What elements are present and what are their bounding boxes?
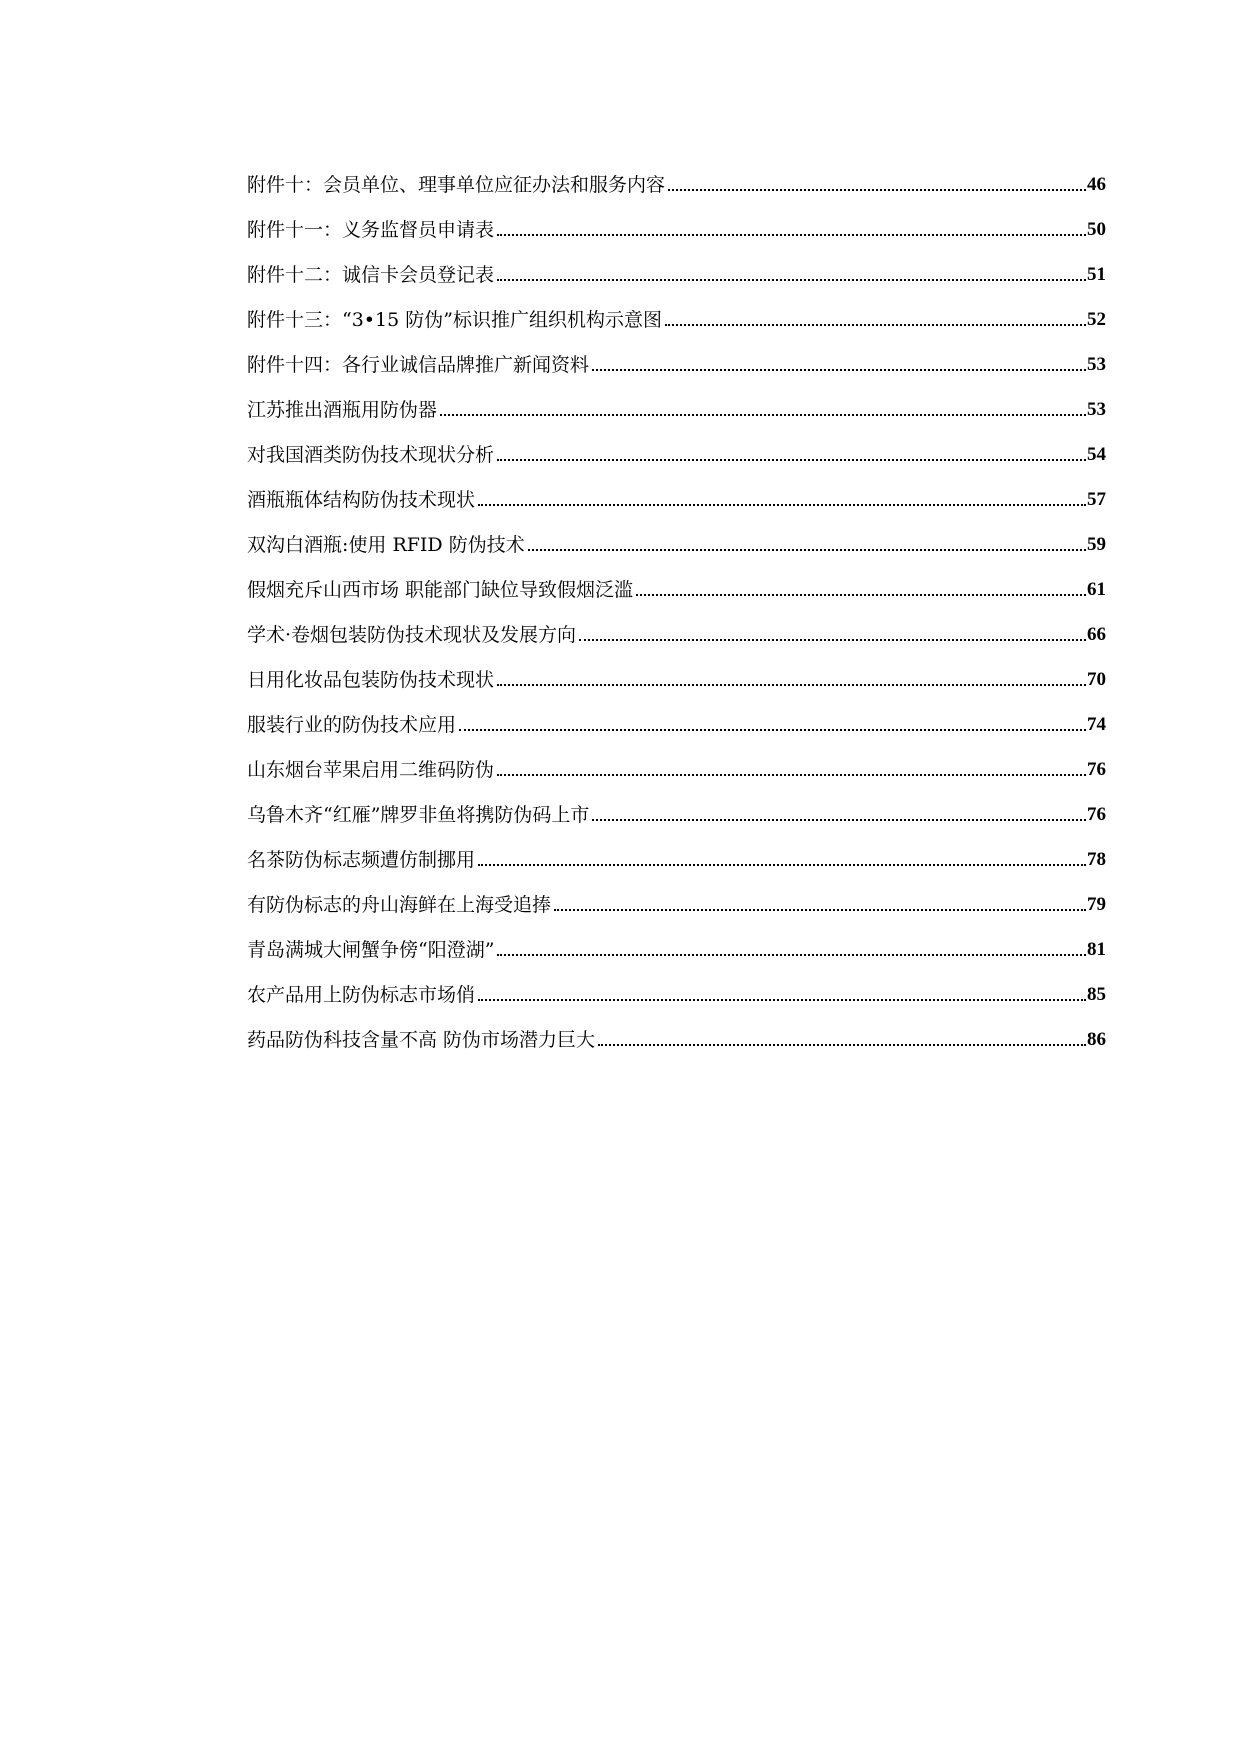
toc-entry-title: 对我国酒类防伪技术现状分析 bbox=[247, 444, 495, 466]
table-of-contents bbox=[247, 152, 1106, 1052]
toc-dot-leader bbox=[478, 999, 1086, 1001]
toc-entry-title: 青岛满城大闸蟹争傍“阳澄湖” bbox=[247, 939, 495, 961]
toc-entry-page-number: 59 bbox=[1087, 534, 1106, 555]
toc-entry[interactable] bbox=[247, 422, 1106, 467]
toc-entry[interactable] bbox=[247, 152, 1106, 197]
toc-entry-page-number: 53 bbox=[1087, 354, 1106, 375]
toc-entry-title: 有防伪标志的舟山海鲜在上海受追捧 bbox=[247, 894, 552, 916]
toc-entry-title: 附件十三：“3•15 防伪”标识推广组织机构示意图 bbox=[247, 309, 662, 331]
toc-entry-page-number: 66 bbox=[1087, 624, 1106, 645]
toc-entry[interactable] bbox=[247, 872, 1106, 917]
toc-entry-title: 附件十一：义务监督员申请表 bbox=[247, 219, 495, 241]
toc-entry-page-number: 50 bbox=[1087, 219, 1106, 240]
toc-entry-title: 药品防伪科技含量不高 防伪市场潜力巨大 bbox=[247, 1029, 596, 1051]
toc-entry-title: 日用化妆品包装防伪技术现状 bbox=[247, 669, 495, 691]
toc-entry-title: 服装行业的防伪技术应用 bbox=[247, 714, 457, 736]
toc-dot-leader bbox=[554, 909, 1086, 911]
toc-entry-page-number: 76 bbox=[1087, 804, 1106, 825]
toc-entry-page-number: 46 bbox=[1087, 174, 1106, 195]
toc-entry-page-number: 79 bbox=[1087, 894, 1106, 915]
toc-entry[interactable] bbox=[247, 962, 1106, 1007]
toc-entry[interactable] bbox=[247, 692, 1106, 737]
toc-entry[interactable] bbox=[247, 197, 1106, 242]
toc-dot-leader bbox=[497, 684, 1086, 686]
toc-entry-page-number: 85 bbox=[1087, 984, 1106, 1005]
toc-entry-title: 江苏推出酒瓶用防伪器 bbox=[247, 399, 438, 421]
toc-entry-page-number: 52 bbox=[1087, 309, 1106, 330]
toc-dot-leader bbox=[592, 819, 1086, 821]
toc-entry-title: 假烟充斥山西市场 职能部门缺位导致假烟泛滥 bbox=[247, 579, 634, 601]
toc-entry-title: 名茶防伪标志频遭仿制挪用 bbox=[247, 849, 476, 871]
toc-entry-title: 山东烟台苹果启用二维码防伪 bbox=[247, 759, 495, 781]
toc-entry-page-number: 51 bbox=[1087, 264, 1106, 285]
toc-entry[interactable] bbox=[247, 602, 1106, 647]
toc-dot-leader bbox=[497, 234, 1086, 236]
toc-entry-page-number: 53 bbox=[1087, 399, 1106, 420]
toc-entry[interactable] bbox=[247, 917, 1106, 962]
toc-entry-page-number: 78 bbox=[1087, 849, 1106, 870]
toc-entry[interactable] bbox=[247, 1007, 1106, 1052]
toc-entry[interactable] bbox=[247, 827, 1106, 872]
toc-entry-page-number: 74 bbox=[1087, 714, 1106, 735]
toc-entry-page-number: 57 bbox=[1087, 489, 1106, 510]
toc-dot-leader bbox=[665, 324, 1086, 326]
toc-entry[interactable] bbox=[247, 647, 1106, 692]
toc-dot-leader bbox=[478, 864, 1086, 866]
toc-entry[interactable] bbox=[247, 287, 1106, 332]
toc-dot-leader bbox=[478, 504, 1086, 506]
toc-dot-leader bbox=[497, 774, 1086, 776]
toc-entry-title: 酒瓶瓶体结构防伪技术现状 bbox=[247, 489, 476, 511]
toc-dot-leader bbox=[459, 729, 1086, 731]
toc-entry-page-number: 86 bbox=[1087, 1029, 1106, 1050]
toc-entry-page-number: 76 bbox=[1087, 759, 1106, 780]
toc-dot-leader bbox=[497, 279, 1086, 281]
toc-dot-leader bbox=[636, 594, 1086, 596]
toc-entry-title: 附件十二：诚信卡会员登记表 bbox=[247, 264, 495, 286]
toc-entry[interactable] bbox=[247, 512, 1106, 557]
toc-entry-title: 乌鲁木齐“红雁”牌罗非鱼将携防伪码上市 bbox=[247, 804, 590, 826]
toc-entry-page-number: 54 bbox=[1087, 444, 1106, 465]
toc-entry[interactable] bbox=[247, 782, 1106, 827]
toc-dot-leader bbox=[668, 189, 1086, 191]
toc-entry-title: 附件十：会员单位、理事单位应征办法和服务内容 bbox=[247, 174, 666, 196]
toc-entry[interactable] bbox=[247, 377, 1106, 422]
toc-dot-leader bbox=[440, 414, 1086, 416]
toc-entry[interactable] bbox=[247, 242, 1106, 287]
toc-entry-page-number: 61 bbox=[1087, 579, 1106, 600]
toc-dot-leader bbox=[579, 639, 1086, 641]
toc-dot-leader bbox=[497, 459, 1086, 461]
toc-entry-title: 农产品用上防伪标志市场俏 bbox=[247, 984, 476, 1006]
toc-entry-title: 学术·卷烟包装防伪技术现状及发展方向 bbox=[247, 624, 577, 646]
toc-dot-leader bbox=[592, 369, 1086, 371]
toc-entry-title: 附件十四：各行业诚信品牌推广新闻资料 bbox=[247, 354, 590, 376]
toc-dot-leader bbox=[528, 549, 1086, 551]
toc-entry[interactable] bbox=[247, 332, 1106, 377]
toc-entry[interactable] bbox=[247, 737, 1106, 782]
toc-dot-leader bbox=[497, 954, 1086, 956]
toc-entry[interactable] bbox=[247, 557, 1106, 602]
toc-entry-page-number: 70 bbox=[1087, 669, 1106, 690]
toc-entry[interactable] bbox=[247, 467, 1106, 512]
toc-entry-page-number: 81 bbox=[1087, 939, 1106, 960]
toc-dot-leader bbox=[598, 1044, 1086, 1046]
toc-entry-title: 双沟白酒瓶:使用 RFID 防伪技术 bbox=[247, 534, 525, 556]
